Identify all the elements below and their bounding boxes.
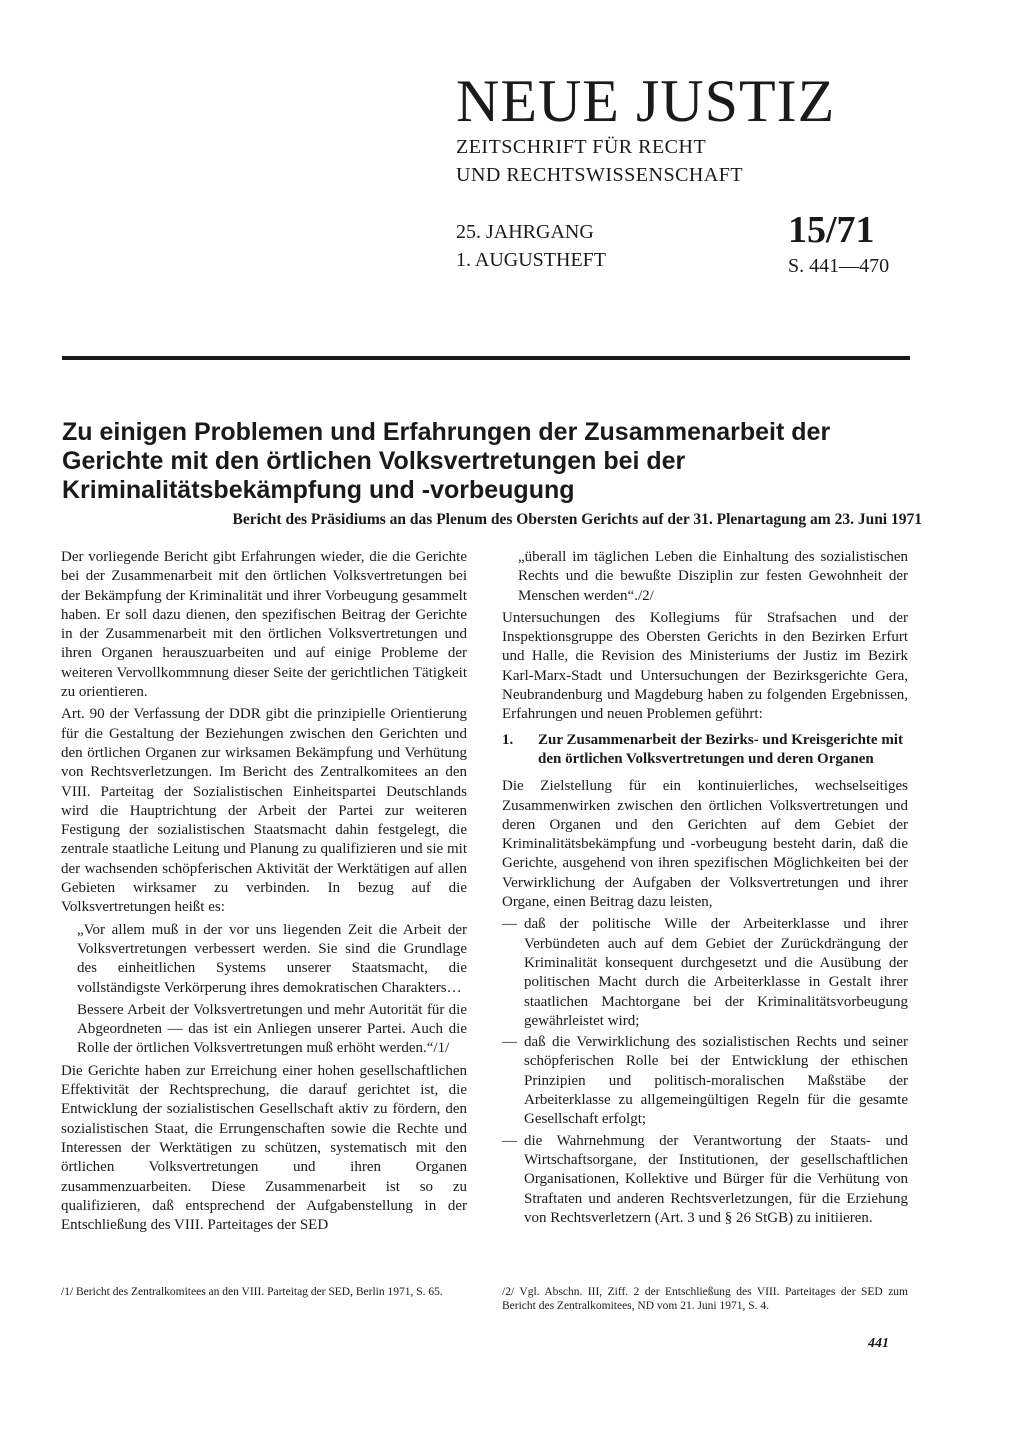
list-item [502, 1033, 908, 1129]
quotation: „überall im täglichen Leben die Einhaltung des sozialistischen Rechts und die bewußte Disziplin zur festen Gewohnheit der Menschen werden“./2/ [518, 549, 908, 604]
list-item-text: daß der politische Wille der Arbeiterklasse und ihrer Verbündeten auch auf dem Gebiet der Zurückdrängung der Kriminalität konsequent durchgesetzt und die Ausübung der politischen Macht durch die Arbeiterklasse in Gestalt ihrer staatlichen Machtorgane bei der Kriminalitätsvorbeugung gewährleistet wird; [524, 916, 908, 1029]
dash-bullet: — [502, 1132, 517, 1149]
journal-title: NEUE JUSTIZ [456, 68, 836, 134]
issue-pages: S. 441—470 [788, 255, 890, 277]
dash-bullet: — [502, 1034, 517, 1051]
left-column [61, 548, 467, 1238]
paragraph: Art. 90 der Verfassung der DDR gibt die prinzipielle Orientierung für die Gestaltung der Beziehungen zwischen den Gerichten und den örtlichen Organen zur wirksamen Bekämpfung und Verhütung von Rechtsverletzungen. Im Bericht des Zentralkomitees an den VIII. Parteitag der Sozialistischen Einheitspartei Deutschlands wird die Hauptrichtung der Arbeit der Partei zur weiteren Festigung der sozialistischen Staatsmacht dahin festgelegt, die zentrale staatliche Leitung und Planung zu qualifizieren und sie mit der wachsenden schöpferischen Aktivität der Werktätigen auf allen Gebieten wirksamer zu verbinden. In bezug auf die Volksvertretungen heißt es: [61, 706, 467, 916]
section-title: Zur Zusammenarbeit der Bezirks- und Kreisgerichte mit den örtlichen Volksvertretungen und deren Organen [538, 731, 903, 767]
footnote-2: /2/ Vgl. Abschn. III, Ziff. 2 der Entschließung des VIII. Parteitages der SED zum Bericht des Zentralkomitees, ND vom 21. Juni 1971, S. 4. [502, 1286, 908, 1312]
quotation: „Vor allem muß in der vor uns liegenden Zeit die Arbeit der Volksvertretungen verbessert werden. Sie sind die Grundlage des einheitlichen Systems unserer Staatsmacht, die vollständigste Verkörperung ihres demokratischen Charakters… [77, 921, 467, 996]
issue-number-block [788, 210, 889, 278]
masthead [456, 70, 916, 188]
footnote-1: /1/ Bericht des Zentralkomitees an den VIII. Parteitag der SED, Berlin 1971, S. 65. [61, 1286, 443, 1298]
article-subtitle: Bericht des Präsidiums an das Plenum des Obersten Gerichts auf der 31. Plenartagung am 23. Juni 1971 [232, 511, 922, 528]
list-item-text: daß die Verwirklichung des sozialistischen Rechts und seiner schöpferischen Rolle bei der Entwicklung der ethischen Prinzipien und politisch-moralischen Maßstäbe der Arbeiterklasse zu allgemeingültigen Regeln für die gesamte Gesellschaft erfolgt; [524, 1034, 908, 1128]
paragraph: Die Gerichte haben zur Erreichung einer hohen gesellschaftlichen Effektivität der Rechtsprechung, die darauf gerichtet ist, die Entwicklung der sozialistischen Gesellschaft aktiv zu fördern, den sozialistischen Staat, die Errungenschaften sowie die Rechte und Interessen der Werktätigen zu schützen, systematisch mit den örtlichen Volksvertretungen und ihren Organen zusammenzuarbeiten. Diese Zusammenarbeit ist so zu qualifizieren, daß entsprechend der Aufgabenstellung in der Entschließung des VIII. Parteitages der SED [61, 1062, 467, 1234]
list-item-text: die Wahrnehmung der Verantwortung der Staats- und Wirtschaftsorgane, der Institutionen, der gesellschaftlichen Organisationen, Kollektive und Bürger für die Verhütung von Straftaten und anderen Rechtsverletzungen, für die Erziehung von Rechtsverletzern (Art. 3 und § 26 StGB) zu initiieren. [524, 1132, 908, 1226]
issue-info [456, 218, 606, 274]
article-title: Zu einigen Problemen und Erfahrungen der Zusammenarbeit der Gerichte mit den örtlichen Volksvertretungen bei der Kriminalitätsbekämpfung und -vorbeugung [62, 418, 831, 504]
issue-volume: 25. JAHRGANG [456, 221, 594, 243]
journal-subtitle-line1: ZEITSCHRIFT FÜR RECHT [456, 136, 707, 158]
issue-number: 15/71 [788, 209, 875, 251]
section-number: 1. [502, 731, 514, 748]
right-column [502, 548, 908, 1230]
header-rule [62, 356, 910, 360]
dash-bullet: — [502, 916, 517, 933]
paragraph: Die Zielstellung für ein kontinuierliches, wechselseitiges Zusammenwirken zwischen den örtlichen Volksvertretungen und deren Organen und den Gerichten auf dem Gebiet der Kriminalitätsbekämpfung und -vorbeugung besteht darin, daß die Gerichte, ausgehend von ihren spezifischen Möglichkeiten bei der Verwirklichung der Aufgaben der Volksvertretungen und ihrer Organe, einen Beitrag dazu leisten, [502, 778, 908, 911]
section-heading [502, 731, 908, 770]
list-item [502, 915, 908, 1031]
paragraph: Der vorliegende Bericht gibt Erfahrungen wieder, die die Gerichte bei der Zusammenarbeit mit den örtlichen Volksvertretungen bei der Bekämpfung der Kriminalität und ihrer Vorbeugung gesammelt haben. Er soll dazu dienen, den spezifischen Beitrag der Gerichte in der Zusammenarbeit mit den örtlichen Volksvertretungen und ihren Organen herauszuarbeiten und auf einige Probleme der weiteren Vervollkommnung dieser Seite der gerichtlichen Tätigkeit zu orientieren. [61, 549, 467, 701]
paragraph: Untersuchungen des Kollegiums für Strafsachen und der Inspektionsgruppe des Obersten Gerichts in den Bezirken Erfurt und Halle, die Revision des Ministeriums der Justiz im Bezirk Karl-Marx-Stadt und Untersuchungen der Bezirksgerichte Gera, Neubrandenburg und Magdeburg haben zu folgenden Ergebnissen, Erfahrungen und neuen Problemen geführt: [502, 609, 908, 723]
issue-date: 1. AUGUSTHEFT [456, 249, 607, 271]
list-item [502, 1132, 908, 1228]
page-number: 441 [868, 1336, 889, 1351]
quotation: Bessere Arbeit der Volksvertretungen und mehr Autorität für die Abgeordneten — das ist ein Anliegen unserer Partei. Auch die Rolle der örtlichen Volksvertretungen muß erhöht werden.“/1/ [77, 1001, 467, 1057]
journal-subtitle-line2: UND RECHTSWISSENSCHAFT [456, 164, 744, 186]
